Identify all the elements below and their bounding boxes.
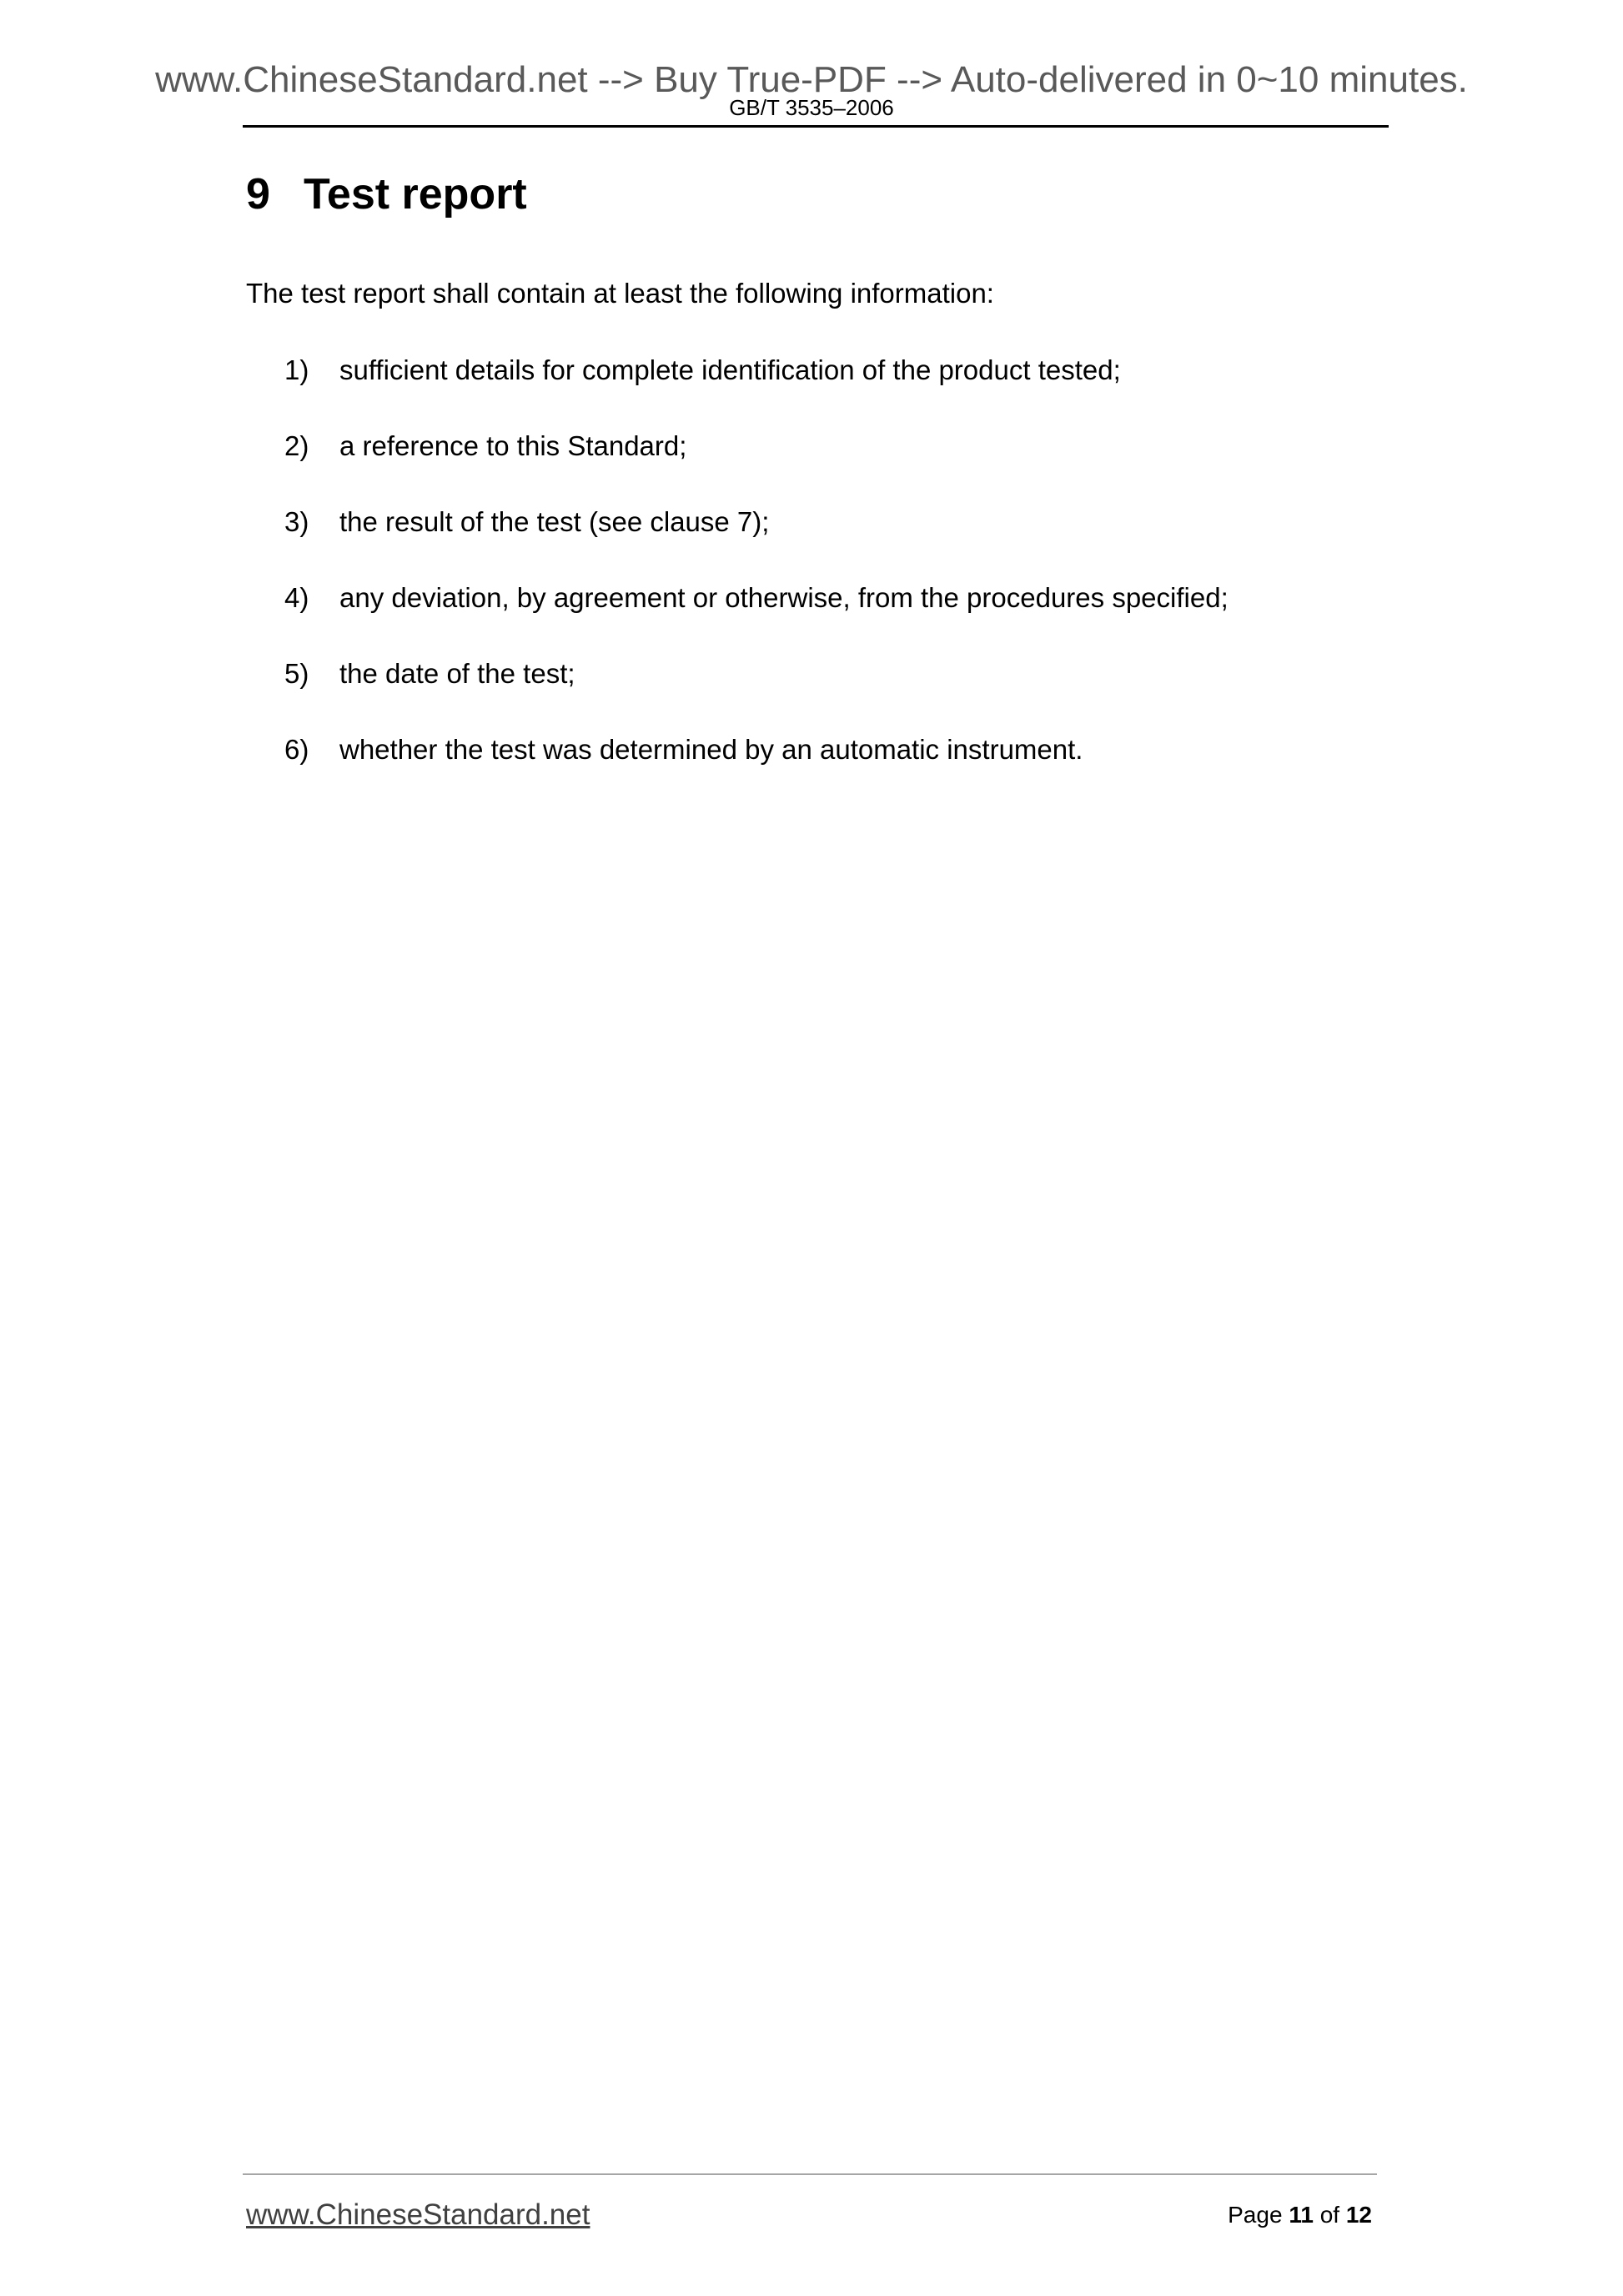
section-title: Test report [304, 170, 527, 219]
page-number [1228, 2203, 1372, 2227]
footer-website-link[interactable]: www.ChineseStandard.net [246, 2198, 590, 2231]
list-item-text: whether the test was determined by an automatic instrument. [339, 734, 1083, 765]
list-item-text: any deviation, by agreement or otherwise, from the procedures specified; [339, 582, 1229, 613]
promo-banner: www.ChineseStandard.net --> Buy True-PDF --> Auto-delivered in 0~10 minutes. [155, 59, 1468, 100]
section-heading [246, 170, 527, 219]
list-item-text: a reference to this Standard; [339, 430, 687, 461]
document-code: GB/T 3535–2006 [729, 95, 894, 120]
intro-paragraph: The test report shall contain at least the following information: [246, 278, 994, 309]
list-item-text: the result of the test (see clause 7); [339, 506, 770, 537]
list-item-number: 4) [284, 582, 309, 613]
list-item-number: 1) [284, 354, 309, 385]
page-of-label: of [1319, 2202, 1340, 2228]
list-item-number: 6) [284, 734, 309, 765]
page-label: Page [1228, 2202, 1283, 2228]
header-divider [243, 125, 1389, 128]
page-total: 12 [1345, 2202, 1372, 2228]
list-item-text: sufficient details for complete identification of the product tested; [339, 354, 1121, 385]
list-item-number: 5) [284, 658, 309, 689]
footer-divider [243, 2173, 1377, 2175]
list-item-number: 2) [284, 430, 309, 461]
page-current: 11 [1289, 2202, 1314, 2228]
list-item-text: the date of the test; [339, 658, 575, 689]
section-number: 9 [246, 170, 270, 219]
list-item-number: 3) [284, 506, 309, 537]
